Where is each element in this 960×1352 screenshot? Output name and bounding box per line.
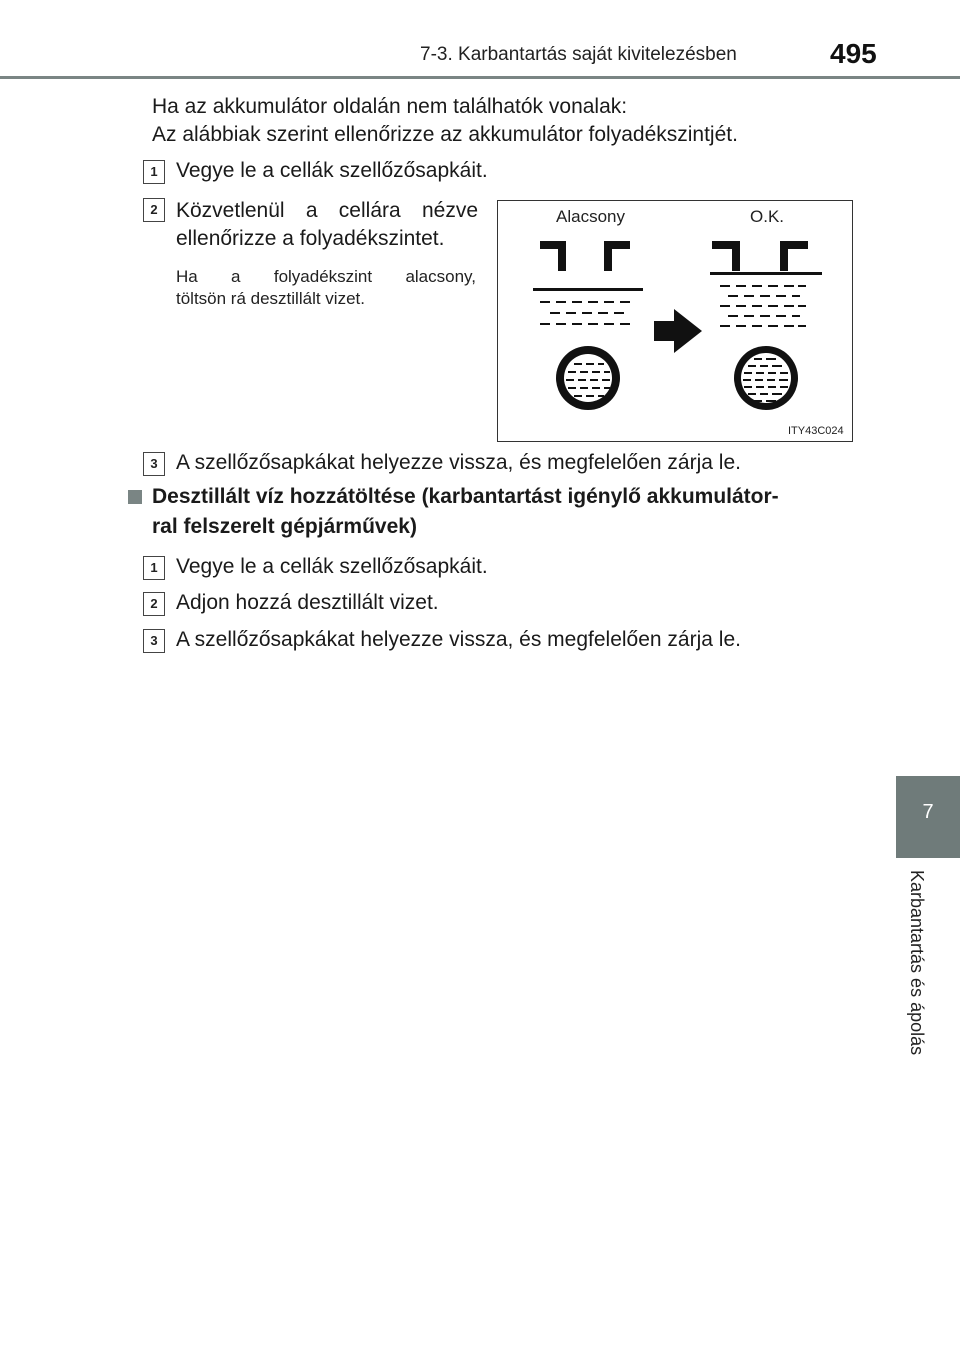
step-b1-text: Vegye le a cellák szellőzősapkáit. (176, 555, 488, 578)
step-b-number-3: 3 (143, 629, 165, 653)
step-a2-note-line1: Ha a folyadékszint alacsony, (176, 267, 476, 286)
step-b3-text: A szellőzősapkákat helyezze vissza, és megfelelően zárja le. (176, 628, 741, 651)
step-a2-text-line1: Közvetlenül a cellára nézve (176, 199, 478, 222)
step-number-3: 3 (143, 452, 165, 476)
figure-code: ITY43C024 (788, 425, 844, 437)
header-divider (0, 76, 960, 79)
section-bullet-icon (128, 490, 142, 504)
page-number: 495 (830, 38, 877, 69)
ok-cell-diagram (710, 241, 822, 410)
section-title: 7-3. Karbantartás saját kivitelezésben (420, 44, 737, 65)
step-a2-text-line2: ellenőrizze a folyadékszintet. (176, 227, 445, 250)
step-a3-text: A szellőzősapkákat helyezze vissza, és megfelelően zárja le. (176, 451, 741, 474)
step-number-2: 2 (143, 198, 165, 222)
step-b-number-2: 2 (143, 592, 165, 616)
label-ok: O.K. (750, 207, 785, 226)
step-a2-note-line2: töltsön rá desztillált vizet. (176, 289, 365, 308)
step-number-1: 1 (143, 160, 165, 184)
chapter-title: Karbantartás és ápolás (907, 870, 927, 1056)
intro-line-1: Ha az akkumulátor oldalán nem találhatók vonalak: (152, 95, 628, 118)
section-heading-line2: ral felszerelt gépjárművek) (152, 515, 417, 538)
section-heading-line1: Desztillált víz hozzátöltése (karbantartást igénylő akkumulátor- (152, 485, 779, 508)
intro-line-2: Az alábbiak szerint ellenőrizze az akkumulátor folyadékszintjét. (152, 123, 738, 146)
chapter-number: 7 (922, 801, 934, 823)
arrow-icon (654, 309, 702, 353)
step-a1-text: Vegye le a cellák szellőzősapkáit. (176, 159, 488, 182)
step-b-number-1: 1 (143, 556, 165, 580)
battery-level-figure (497, 200, 853, 442)
low-cell-diagram (533, 241, 643, 410)
step-b2-text: Adjon hozzá desztillált vizet. (176, 591, 439, 614)
label-low: Alacsony (556, 207, 625, 226)
cell-diagrams (498, 201, 852, 441)
chapter-tab[interactable] (896, 776, 960, 858)
